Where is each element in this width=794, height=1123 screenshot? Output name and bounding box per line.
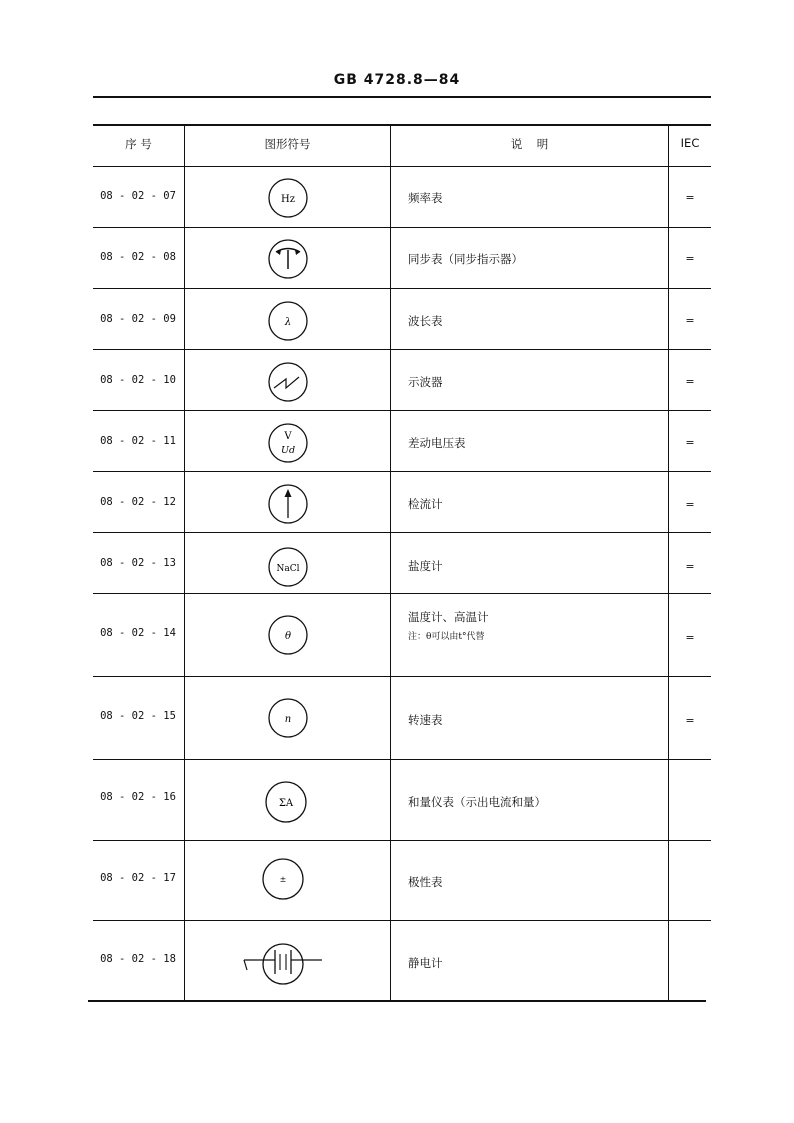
row-divider [93, 920, 711, 921]
galvanometer-icon [268, 484, 308, 524]
oscilloscope-icon [268, 362, 308, 402]
symbol-label: n [284, 714, 292, 725]
row-description: 盐度计 [408, 559, 443, 573]
row-code: 08 - 02 - 11 [100, 435, 176, 447]
row-iec: = [685, 314, 695, 327]
row-divider [93, 227, 711, 228]
symbol-label: Hz [281, 194, 295, 205]
row-description: 温度计、高温计 [408, 610, 489, 624]
column-header-number: 序 号 [125, 137, 152, 151]
symbol-label: θ [284, 631, 292, 642]
hz-meter-icon [268, 178, 308, 218]
row-divider [93, 593, 711, 594]
column-header-symbol: 图形符号 [264, 137, 311, 151]
row-iec: = [685, 631, 695, 644]
row-iec: = [685, 252, 695, 265]
row-code: 08 - 02 - 12 [100, 496, 176, 508]
electrometer-icon [242, 938, 324, 990]
row-iec: = [685, 375, 695, 388]
row-divider [93, 840, 711, 841]
row-description: 和量仪表（示出电流和量） [408, 795, 546, 809]
column-header-iec: IEC [680, 136, 700, 150]
row-iec: = [685, 714, 695, 727]
column-divider [390, 125, 391, 1001]
row-description: 极性表 [408, 875, 443, 889]
symbol-label: ΣA [278, 798, 294, 809]
wavemeter-icon [268, 301, 308, 341]
column-header-description: 说 明 [510, 137, 549, 151]
row-iec: = [685, 560, 695, 573]
row-description: 波长表 [408, 314, 443, 328]
row-note: 注：θ可以由t°代替 [408, 632, 485, 642]
column-divider [184, 125, 185, 1001]
row-iec: = [685, 191, 695, 204]
header-rule [93, 96, 711, 98]
row-code: 08 - 02 - 09 [100, 313, 176, 325]
row-code: 08 - 02 - 14 [100, 627, 176, 639]
row-description: 差动电压表 [408, 436, 466, 450]
row-code: 08 - 02 - 13 [100, 557, 176, 569]
row-description: 同步表（同步指示器） [408, 252, 523, 266]
row-divider [93, 471, 711, 472]
polarity-meter-icon [262, 858, 304, 900]
document-title: GB 4728.8—84 [333, 72, 461, 88]
totalizing-meter-icon [265, 781, 307, 823]
row-divider [93, 166, 711, 167]
row-divider [93, 288, 711, 289]
row-description: 频率表 [408, 191, 443, 205]
row-iec: = [685, 498, 695, 511]
symbol-label-secondary: Ud [280, 445, 296, 456]
row-code: 08 - 02 - 18 [100, 953, 176, 965]
row-divider [93, 676, 711, 677]
symbol-label: V [284, 431, 292, 442]
row-code: 08 - 02 - 15 [100, 710, 176, 722]
symbol-label: ± [279, 875, 287, 884]
row-code: 08 - 02 - 17 [100, 872, 176, 884]
differential-voltmeter-icon [268, 423, 308, 463]
row-code: 08 - 02 - 07 [100, 190, 176, 202]
table-top-rule [93, 124, 711, 126]
tachometer-icon [268, 698, 308, 738]
row-divider [93, 759, 711, 760]
row-description: 检流计 [408, 497, 443, 511]
row-code: 08 - 02 - 08 [100, 251, 176, 263]
row-divider [93, 349, 711, 350]
row-divider [93, 532, 711, 533]
row-description: 转速表 [408, 713, 443, 727]
synchroscope-icon [268, 239, 308, 279]
row-iec: = [685, 436, 695, 449]
row-divider [93, 410, 711, 411]
row-description: 示波器 [408, 375, 443, 389]
row-code: 08 - 02 - 10 [100, 374, 176, 386]
row-description: 静电计 [408, 956, 443, 970]
row-code: 08 - 02 - 16 [100, 791, 176, 803]
thermometer-icon [268, 615, 308, 655]
symbol-label: λ [284, 317, 292, 328]
symbol-label: NaCl [276, 564, 300, 574]
salinity-meter-icon [268, 547, 308, 587]
table-bottom-rule [88, 1000, 706, 1002]
column-divider [668, 125, 669, 1001]
